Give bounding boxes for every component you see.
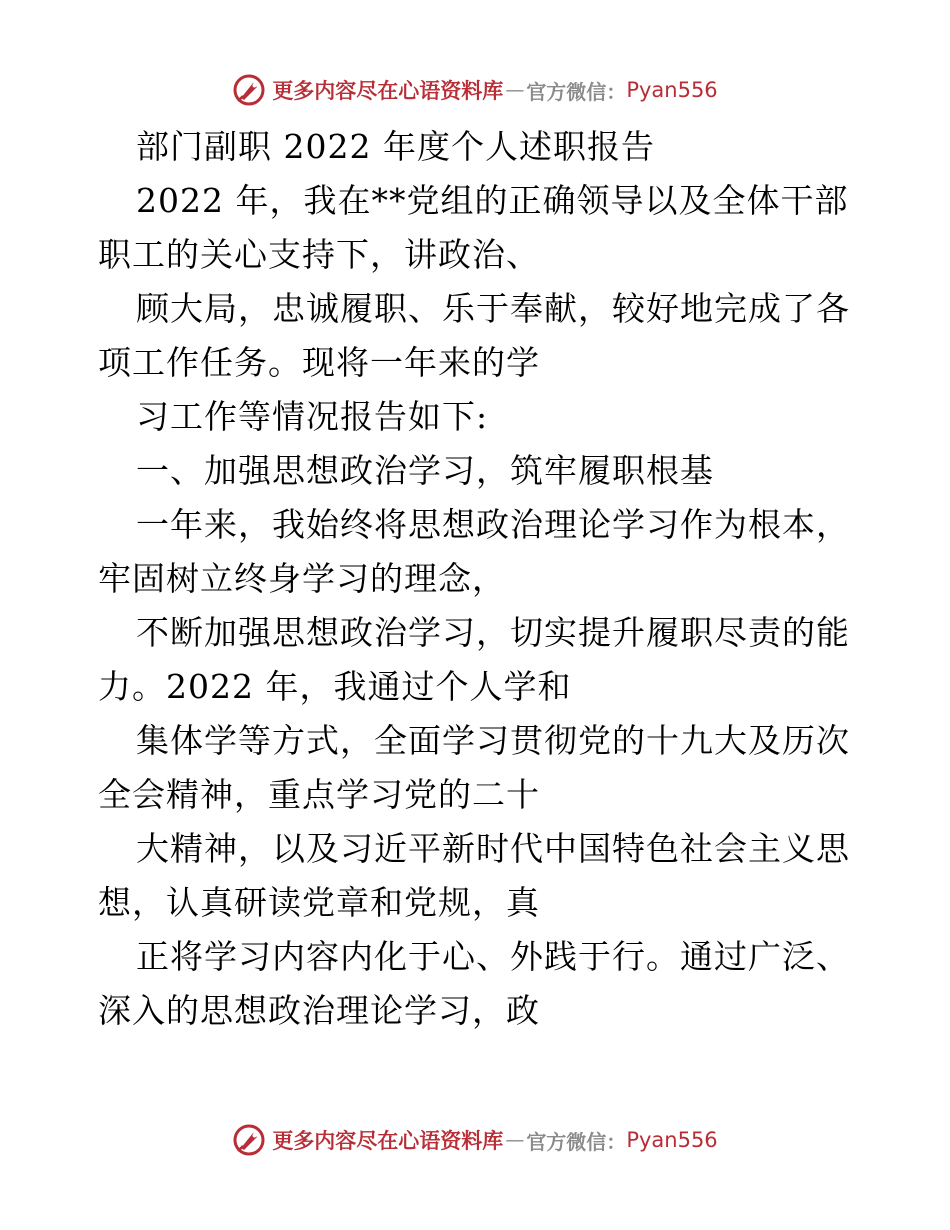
text-line: 一年来，我始终将思想政治理论学习作为根本， <box>136 505 850 544</box>
text-line: 不断加强思想政治学习，切实提升履职尽责的能 <box>136 613 850 652</box>
watermark-wechat-id: Pyan556 <box>626 78 718 102</box>
text-line: 顾大局，忠诚履职、乐于奉献，较好地完成了各 <box>136 289 850 328</box>
watermark-dash: — <box>505 1129 525 1151</box>
text-line: 集体学等方式，全面学习贯彻党的十九大及历次 <box>136 721 850 760</box>
text-line: 一、加强思想政治学习，筑牢履职根基 <box>136 451 714 490</box>
watermark-site-text: 更多内容尽在心语资料库 <box>272 1128 504 1153</box>
text-line: 习工作等情况报告如下: <box>136 397 489 436</box>
text-line: 职工的关心支持下，讲政治、 <box>98 235 540 274</box>
text-line: 项工作任务。现将一年来的学 <box>98 343 540 382</box>
text-line: 力。2022 年，我通过个人学和 <box>98 667 572 706</box>
text-line: 大精神，以及习近平新时代中国特色社会主义思 <box>136 829 850 868</box>
text-line: 想，认真研读党章和党规，真 <box>98 883 540 922</box>
pen-nib-logo-icon <box>232 73 266 107</box>
text-line: 深入的思想政治理论学习，政 <box>98 991 540 1030</box>
text-line: 牢固树立终身学习的理念， <box>98 559 506 598</box>
pen-nib-logo-icon <box>232 1123 266 1157</box>
footer-watermark <box>0 1120 950 1160</box>
watermark-official-label: 官方微信： <box>526 79 627 104</box>
text-line: 2022 年，我在**党组的正确领导以及全体干部 <box>136 181 849 220</box>
text-line: 全会精神，重点学习党的二十 <box>98 775 540 814</box>
watermark-dash: — <box>505 79 525 101</box>
header-watermark <box>0 70 950 110</box>
watermark-official-label: 官方微信： <box>526 1129 627 1154</box>
watermark-wechat-id: Pyan556 <box>626 1128 718 1152</box>
watermark-site-text: 更多内容尽在心语资料库 <box>272 78 504 103</box>
document-title-line: 部门副职 2022 年度个人述职报告 <box>136 127 655 166</box>
text-line: 正将学习内容内化于心、外践于行。通过广泛、 <box>136 937 850 976</box>
document-body <box>98 120 858 1038</box>
